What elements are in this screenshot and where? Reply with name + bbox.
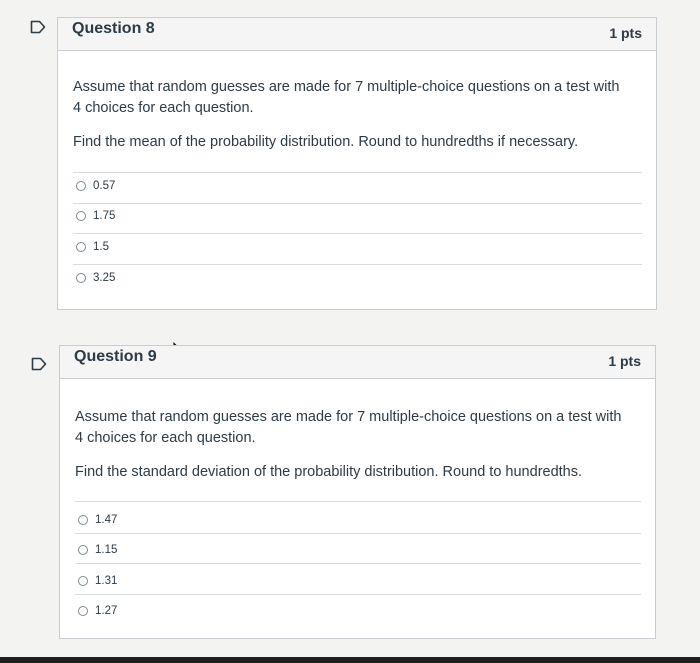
flag-question-icon[interactable] — [31, 357, 47, 371]
question-text-line: 4 choices for each question. — [73, 100, 254, 116]
question-points: 1 pts — [609, 25, 642, 41]
radio-button[interactable] — [76, 273, 86, 283]
answer-label: 3.25 — [93, 272, 116, 284]
question-title: Question 9 — [74, 348, 157, 365]
question-text-line: 4 choices for each question. — [75, 430, 256, 446]
question-header — [60, 346, 655, 379]
answer-divider — [73, 233, 642, 234]
radio-button[interactable] — [76, 242, 86, 252]
answer-divider — [73, 264, 642, 265]
answer-option[interactable] — [76, 208, 115, 224]
answer-label: 1.31 — [95, 575, 118, 587]
answer-option[interactable] — [78, 573, 117, 589]
radio-button[interactable] — [78, 515, 88, 525]
answer-divider — [75, 594, 641, 595]
answer-option[interactable] — [78, 512, 117, 528]
answer-divider — [75, 501, 641, 502]
question-header — [58, 18, 656, 51]
answer-label: 1.15 — [95, 544, 118, 556]
question-text — [73, 77, 636, 119]
answer-divider — [75, 533, 641, 534]
answer-label: 1.27 — [95, 605, 118, 617]
question-prompt: Find the standard deviation of the probability distribution. Round to hundredths. — [75, 464, 583, 480]
answer-option[interactable] — [76, 270, 115, 286]
answer-option[interactable] — [78, 542, 117, 558]
question-text-line: Assume that random guesses are made for 7 multiple-choice questions on a test with — [73, 79, 620, 95]
question-text-line: Assume that random guesses are made for 7 multiple-choice questions on a test with — [75, 409, 622, 425]
answer-divider — [75, 563, 641, 564]
answer-option[interactable] — [78, 603, 117, 619]
answer-divider — [73, 203, 642, 204]
answer-divider — [73, 172, 642, 173]
answer-label: 1.75 — [93, 210, 116, 222]
answer-option[interactable] — [76, 239, 109, 255]
answer-label: 1.47 — [95, 514, 118, 526]
screen-bottom-edge — [0, 657, 700, 663]
radio-button[interactable] — [76, 211, 86, 221]
question-card — [57, 17, 657, 310]
question-title: Question 8 — [72, 20, 155, 37]
answer-option[interactable] — [76, 178, 115, 194]
radio-button[interactable] — [78, 606, 88, 616]
question-points: 1 pts — [608, 353, 641, 369]
radio-button[interactable] — [78, 545, 88, 555]
question-text — [75, 407, 635, 449]
answer-label: 0.57 — [93, 180, 116, 192]
question-card — [59, 345, 656, 639]
radio-button[interactable] — [76, 181, 86, 191]
answer-label: 1.5 — [93, 241, 109, 253]
question-prompt: Find the mean of the probability distribution. Round to hundredths if necessary. — [73, 134, 579, 150]
flag-question-icon[interactable] — [30, 20, 46, 34]
radio-button[interactable] — [78, 576, 88, 586]
